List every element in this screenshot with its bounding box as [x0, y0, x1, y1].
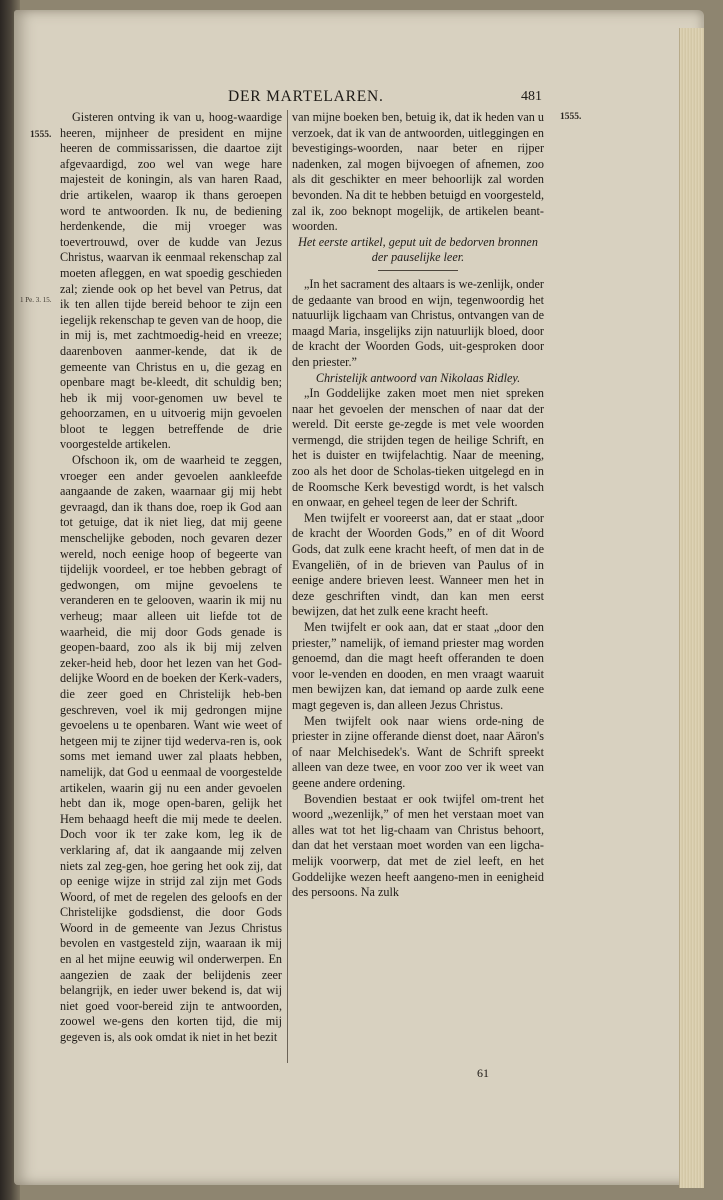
page-edges	[679, 28, 704, 1188]
section-heading: Christelijk antwoord van Nikolaas Ridley.	[315, 370, 521, 385]
right-column	[292, 110, 544, 901]
margin-year-right: 1555.	[560, 112, 582, 122]
running-title: DER MARTELAREN.	[228, 88, 384, 105]
paragraph: Men twijfelt er vooreerst aan, dat er staat „door de kracht der Woorden Gods,” en of dit Woord Gods, dat zulk eene kracht heeft, of men dat in de Evangeliën, of in de brieven van Paulus of in eenige andere brieven leest. Wanneer men het in deze geschriften vindt, dan kan men eerst bewijzen, dat het zulk eene kracht heeft.	[292, 510, 544, 619]
left-column	[60, 110, 282, 1046]
paragraph: Bovendien bestaat er ook twijfel om-trent het woord „wezenlijk,” of men het verstaan moet van alles wat tot het lig-chaam van Christus behoort, dan dat het verstaan moet worden van een ligcha-melijk voorwerp, dat met de ziel leeft, en het Goddelijke wezen heeft aangeno-men in eenigheid des persoons. Na zulk	[292, 791, 544, 900]
paragraph: Ofschoon ik, om de waarheid te zeggen, vroeger een ander gevoelen aankleefde aangaande de zaken, waarnaar gij mij hebt gevraagd, dan ik thans doe, roep ik God aan tot getuige, dat ik niet lieg, dat mij geene menschelijke geboden, noch gevaren dezer wereld, noch eenige hoop of begeerte van tijdelijk voordeel, er toe hebben gebragt of gedwongen, om mijne gevoelens te veranderen en te gelooven, waarin ik mij nu verheug; maar alleen uit liefde tot de waarheid, die mij door Gods genade is geopen-baard, zoo als ik bij mij zelven zeker-heid heb, door het lezen van het God-delijke Woord en de boeken der Kerk-vaders, die zeer goed en Christelijk heb-ben geschreven, voel ik mij gedrongen mijne gevoelens u te openbaren. Want wie weet of hetgeen mij te zijner tijd wederva-ren is, ook soms met iemand uwer zal plaats hebben, namelijk, dat God u eenmaal de voorgestelde artikelen, waarin gij nu een ander gevoelen hebt dan ik, moge open-baren, gelijk het Hem behaagd heeft die mij mede te deelen. Doch voor ik ter zake kom, leg ik de verklaring af, dat ik aangaande mij zelven niets zal zeg-gen, hoe gering het ook zij, dat op eenige wijze in strijd zal zijn met Gods Woord, of met de regelen des geloofs en der Christelijke godsdienst, die door Gods Woord in de gemeente van Jezus Christus bevolen en vastgesteld zijn, waaraan ik mij en al het mijne eeuwig wil onderwerpen. En aangezien de zaak der belijdenis zeer belangrijk, en ieder uwer bekend is, dat wij niet goed voor-bereid zijn te antwoorden, zoowel we-gens den korten tijd, die mij gegeven is, als ook omdat ik niet in het bezit	[60, 453, 282, 1045]
heading-rule	[378, 270, 458, 271]
paragraph: Men twijfelt er ook aan, dat er staat „door den priester,” namelijk, of iemand priester mag worden genoemd, dan die magt heeft offeranden te doen voor le-venden en dooden, en men vraagt waaruit men bewijzen kan, dat iemand op aarde zulk eene magt gegeven is, dan alleen Jezus Christus.	[292, 620, 544, 712]
paragraph: „In Goddelijke zaken moet men niet spreken naar het gevoelen der menschen of naar dat der wereld. Dit eerste ge-zegde is met vele woorden vermengd, die strijden tegen de heilige Schrift, en het is duister en twijfelachtig. Naar de meening, zoo als het door de Scholas-tieken uitgelegd en in de Roomsche Kerk bevestigd wordt, is het valsch en onwaar, en geheel tegen de leer der Schrift.	[292, 386, 544, 510]
paragraph: „In het sacrament des altaars is we-zenlijk, onder de gedaante van brood en wijn, tegenwoordig het natuurlijk ligchaam van Christus, ontvangen van de maagd Maria, insgelijks zijn natuurlijk bloed, door de kracht der Woorden Gods, uit-gesproken door den priester.”	[292, 276, 544, 369]
signature-mark: 61	[477, 1066, 489, 1080]
section-heading: Het eerste artikel, geput uit de bedorven bronnen der pauselijke leer.	[298, 234, 538, 265]
margin-scripture-reference: 1 Pe. 3. 15.	[20, 296, 52, 304]
paragraph: van mijne boeken ben, betuig ik, dat ik heden van u verzoek, dat ik van de antwoorden, uitleggingen en bevestigings-woorden, naar beter en rijper nadenken, zal mogen bijvoegen of afnemen, zoo als dit geschikter en meer behoorlijk zal worden bevonden. Na dit te hebben betuigd en voorgesteld, zal ik, zoo beknopt mogelijk, de artikelen beant-woorden.	[292, 110, 544, 234]
running-head	[0, 88, 723, 110]
page-number: 481	[521, 89, 542, 104]
column-divider	[287, 110, 288, 1063]
margin-year-left: 1555.	[30, 130, 52, 140]
paragraph: Men twijfelt ook naar wiens orde-ning de priester in zijne offerande dienst doet, naar Aäron's of naar Melchisedek's. Want de Schrift spreekt alleen van deze twee, en voor zoo ver ik weet van geene andere ordening.	[292, 713, 544, 790]
paragraph: Gisteren ontving ik van u, hoog-waardige heeren, mijnheer de president en mijne heeren de commissarissen, die daartoe zijt afgevaardigd, zoo wel van wege hare majesteit de koningin, als van haren Raad, drie artikelen, waarop ik thans geroepen word te antwoorden. Ik nu, de bediening herdenkende, die mij vroeger was toevertrouwd, over de kudde van Jezus Christus, waarvan ik eenmaal rekenschap zal moeten afleggen, en wat spoedig geschieden zal; ziende ook op het bevel van Petrus, dat ik ten allen tijde bereid behoor te zijn een iegelijk rekenschap te geven van de hoop, die in mij is, met zachtmoedig-heid en vreeze; daarenboven aanmer-kende, dat ik de gemeente van Christus en u, die gezag en openbare magt be-kleedt, dit schuldig ben; heb ik mij voor-genomen uw bevel te gehoorzamen, en u uitvoerig mijn gevoelen bloot te leggen betreffende de drie voorgestelde artikelen.	[60, 110, 282, 452]
